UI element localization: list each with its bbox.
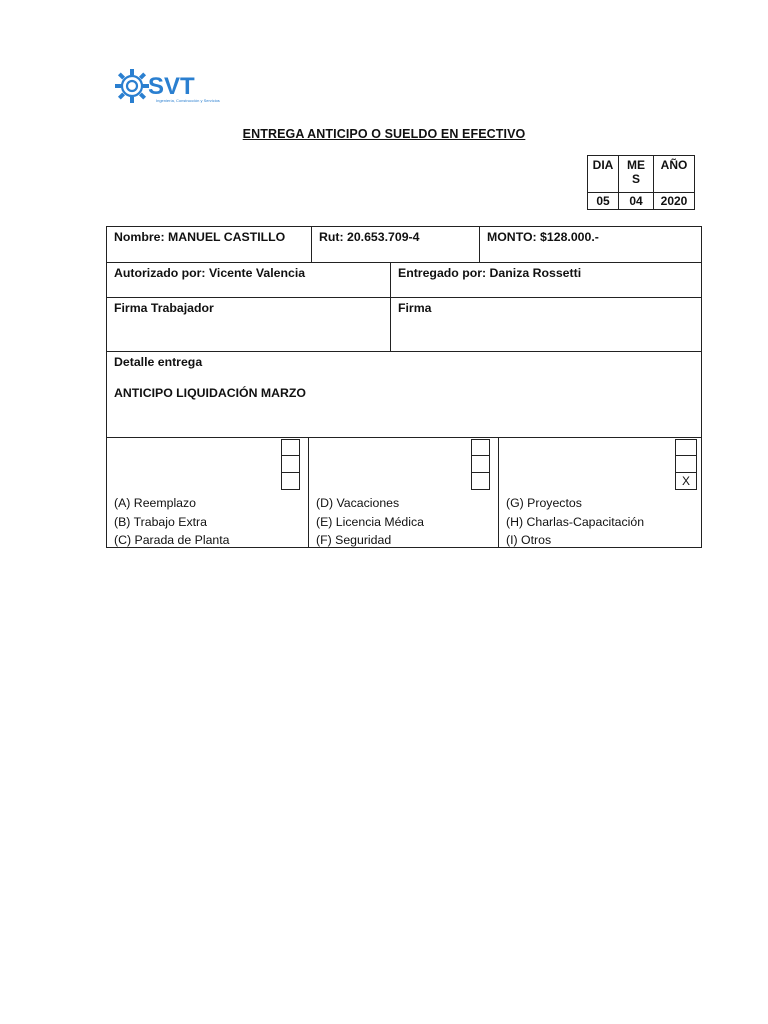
checkbox-group-2 — [471, 439, 490, 490]
category-column-1 — [107, 438, 308, 548]
month-header — [619, 156, 654, 193]
row-authorization — [107, 263, 701, 298]
category-h: (H) Charlas-Capacitación — [506, 514, 645, 529]
category-i: (I) Otros — [506, 533, 552, 547]
month-header-line1: ME — [627, 158, 645, 172]
document-title: ENTREGA ANTICIPO O SUELDO EN EFECTIVO — [242, 127, 526, 141]
firma-field: Firma — [390, 298, 701, 351]
category-d: (D) Vacaciones — [316, 496, 400, 510]
category-f: (F) Seguridad — [316, 533, 392, 547]
category-labels-1 — [114, 494, 230, 550]
checkbox-g[interactable] — [675, 439, 697, 456]
date-table — [587, 155, 695, 210]
category-e: (E) Licencia Médica — [316, 514, 424, 529]
checkbox-b[interactable] — [281, 456, 300, 473]
category-a: (A) Reemplazo — [114, 496, 197, 510]
category-labels-3 — [506, 494, 644, 550]
checkbox-c[interactable] — [281, 473, 300, 490]
row-detail — [107, 352, 701, 438]
day-value: 05 — [588, 193, 619, 210]
autorizado-field: Autorizado por: Vicente Valencia — [114, 266, 306, 280]
detail-cell — [107, 352, 701, 437]
detalle-value: ANTICIPO LIQUIDACIÓN MARZO — [114, 386, 306, 400]
category-column-3 — [498, 438, 701, 548]
day-header: DIA — [588, 156, 619, 193]
firma-trabajador-field: Firma Trabajador — [114, 301, 214, 315]
detalle-label: Detalle entrega — [114, 355, 203, 369]
entregado-field: Entregado por: Daniza Rossetti — [390, 263, 701, 297]
nombre-field: Nombre: MANUEL CASTILLO — [114, 230, 286, 244]
logo-text: SVT — [148, 73, 195, 100]
form-box — [106, 226, 702, 548]
checkbox-a[interactable] — [281, 439, 300, 456]
monto-field: MONTO: $128.000.- — [479, 227, 701, 262]
logo-tagline: Ingeniería, Construcción y Servicios — [156, 98, 220, 103]
category-labels-2 — [316, 494, 424, 550]
checkbox-group-1 — [281, 439, 300, 490]
category-column-2 — [308, 438, 498, 548]
category-b: (B) Trabajo Extra — [114, 514, 207, 529]
rut-field: Rut: 20.653.709-4 — [311, 227, 479, 262]
checkbox-group-3 — [675, 439, 697, 490]
company-logo — [112, 58, 224, 114]
month-header-line2: S — [631, 172, 640, 186]
year-value: 2020 — [654, 193, 695, 210]
checkbox-h[interactable] — [675, 456, 697, 473]
checkbox-d[interactable] — [471, 439, 490, 456]
checkbox-f[interactable] — [471, 473, 490, 490]
row-signatures — [107, 298, 701, 352]
gear-icon — [112, 58, 224, 114]
category-c: (C) Parada de Planta — [114, 533, 230, 547]
checkbox-i[interactable]: X — [675, 473, 697, 490]
row-identity — [107, 227, 701, 263]
year-header: AÑO — [654, 156, 695, 193]
month-value: 04 — [619, 193, 654, 210]
checkbox-e[interactable] — [471, 456, 490, 473]
category-g: (G) Proyectos — [506, 496, 582, 510]
